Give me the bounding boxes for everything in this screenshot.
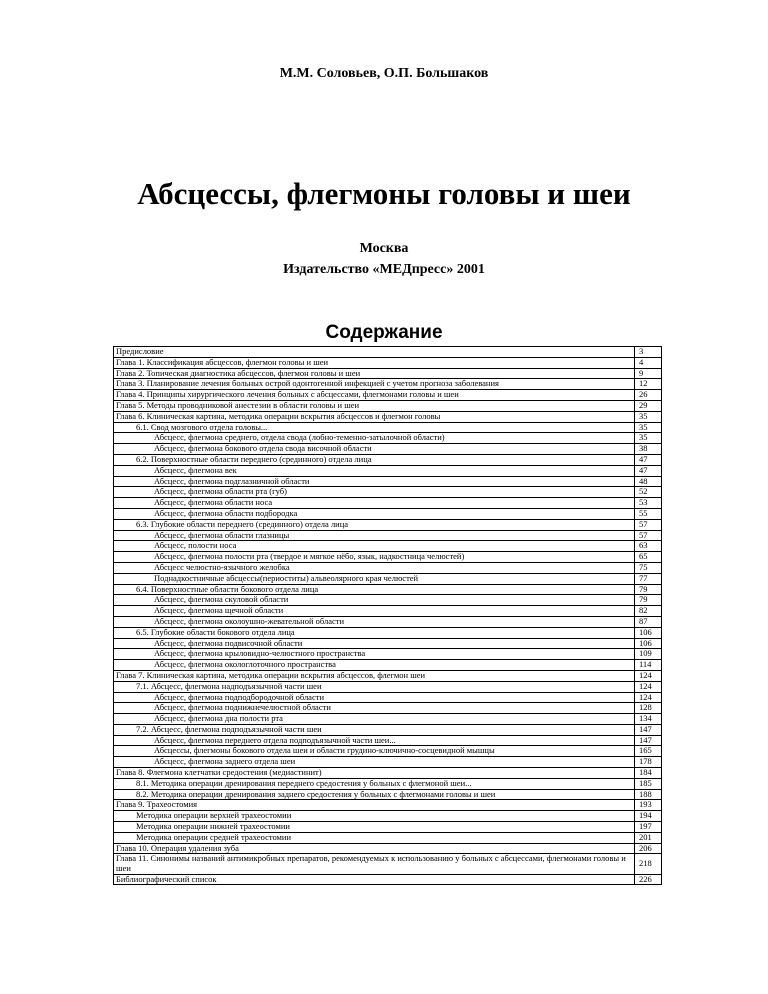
toc-row [114,595,662,606]
toc-entry-title: Глава 4. Принципы хирургического лечения больных с абсцессами, флегмонами головы и шеи [114,390,635,401]
toc-row [114,778,662,789]
toc-entry-title: Методика операции верхней трахеостомии [114,811,635,822]
toc-entry-title: 6.5. Глубокие области бокового отдела лица [114,627,635,638]
toc-row [114,508,662,519]
toc-entry-title: Абсцесс, флегмона области носа [114,498,635,509]
toc-row [114,768,662,779]
toc-entry-title: 7.2. Абсцесс, флегмона подподъязычной части шеи [114,724,635,735]
toc-entry-page: 79 [635,584,662,595]
toc-row [114,681,662,692]
toc-entry-page: 147 [635,735,662,746]
book-title: Абсцессы, флегмоны головы и шеи [137,176,631,211]
toc-entry-title: Глава 6. Клиническая картина, методика операции вскрытия абсцессов и флегмон головы [114,411,635,422]
toc-entry-title: Глава 10. Операция удаления зуба [114,843,635,854]
toc-entry-title: Абсцесс, флегмона подглазничной области [114,476,635,487]
toc-row [114,822,662,833]
toc-entry-page: 124 [635,670,662,681]
toc-row [114,746,662,757]
toc-row [114,660,662,671]
toc-row [114,347,662,358]
toc-entry-page: 12 [635,379,662,390]
toc-row [114,541,662,552]
toc-entry-page: 9 [635,368,662,379]
toc-entry-page: 124 [635,681,662,692]
toc-row [114,433,662,444]
toc-row [114,390,662,401]
toc-entry-page: 193 [635,800,662,811]
toc-row [114,411,662,422]
toc-row [114,638,662,649]
toc-row [114,454,662,465]
toc-entry-page: 35 [635,433,662,444]
toc-entry-title: Методика операции нижней трахеостомии [114,822,635,833]
toc-entry-page: 124 [635,692,662,703]
toc-entry-page: 35 [635,422,662,433]
toc-entry-title: 6.4. Поверхностные области бокового отдела лица [114,584,635,595]
toc-entry-title: Абсцесс, флегмона век [114,465,635,476]
toc-row [114,379,662,390]
toc-entry-page: 29 [635,400,662,411]
toc-entry-page: 206 [635,843,662,854]
toc-entry-page: 47 [635,454,662,465]
toc-entry-page: 165 [635,746,662,757]
toc-entry-title: Абсцесс, флегмона подвисочной области [114,638,635,649]
toc-entry-page: 194 [635,811,662,822]
toc-row [114,584,662,595]
toc-row [114,789,662,800]
toc-entry-title: Абсцесс, флегмона переднего отдела подподъязычной части шеи... [114,735,635,746]
toc-entry-title: Абсцесс, флегмона окологлоточного пространства [114,660,635,671]
toc-entry-title: Абсцесс, флегмона области глазницы [114,530,635,541]
toc-entry-page: 178 [635,757,662,768]
toc-entry-page: 65 [635,552,662,563]
toc-entry-page: 201 [635,832,662,843]
toc-row [114,357,662,368]
toc-entry-page: 188 [635,789,662,800]
toc-entry-title: Глава 2. Топическая диагностика абсцессов, флегмон головы и шеи [114,368,635,379]
toc-entry-page: 226 [635,874,662,885]
toc-entry-title: Абсцесс челюстно-язычного желобка [114,562,635,573]
toc-entry-page: 75 [635,562,662,573]
toc-row [114,616,662,627]
toc-row [114,843,662,854]
toc-row [114,692,662,703]
toc-row [114,476,662,487]
toc-entry-title: Абсцесс, флегмона крыловидно-челюстного пространства [114,649,635,660]
toc-entry-title: Глава 7. Клиническая картина, методика операции вскрытия абсцессов, флегмон шеи [114,670,635,681]
toc-entry-page: 52 [635,487,662,498]
toc-entry-title: Абсцесс, флегмона области рта (губ) [114,487,635,498]
toc-entry-title: Абсцесс, флегмона дна полости рта [114,714,635,725]
toc-entry-page: 63 [635,541,662,552]
toc-row [114,757,662,768]
toc-row [114,714,662,725]
toc-entry-title: Абсцесс, флегмона среднего, отдела свода (лобно-теменно-затылочной области) [114,433,635,444]
toc-entry-title: Глава 9. Трахеостомия [114,800,635,811]
toc-entry-title: 6.3. Глубокие области переднего (срединного) отдела лица [114,519,635,530]
toc-row [114,606,662,617]
toc-row [114,368,662,379]
toc-entry-title: Предисловие [114,347,635,358]
toc-entry-page: 3 [635,347,662,358]
toc-heading: Содержание [325,322,443,343]
toc-entry-title: 7.1. Абсцесс, флегмона надподъязычной части шеи [114,681,635,692]
toc-entry-title: Глава 11. Синонимы названий антимикробных препаратов, рекомендуемых к использованию у больных с абсцессами, флегмонами головы и шеи [114,854,635,874]
toc-entry-title: 6.1. Свод мозгового отдела головы... [114,422,635,433]
toc-entry-title: Глава 3. Планирование лечения больных острой одонтогенной инфекцией с учетом прогноза заболевания [114,379,635,390]
toc-entry-page: 82 [635,606,662,617]
toc-entry-title: Абсцессы, флегмоны бокового отдела шеи и области грудино-ключично-сосцевидной мышцы [114,746,635,757]
toc-row [114,811,662,822]
toc-row [114,874,662,885]
toc-entry-page: 114 [635,660,662,671]
publisher: Издательство «МЕДпресс» 2001 [283,262,485,277]
toc-entry-title: Методика операции средней трахеостомии [114,832,635,843]
toc-row [114,519,662,530]
toc-row [114,422,662,433]
toc-entry-page: 134 [635,714,662,725]
toc-entry-title: Абсцесс, флегмона поднижнечелюстной области [114,703,635,714]
toc-row [114,400,662,411]
toc-entry-title: 8.1. Методика операции дренирования переднего средостения у больных с флегмоной шеи... [114,778,635,789]
toc-entry-page: 218 [635,854,662,874]
toc-entry-title: Глава 1. Классификация абсцессов, флегмон головы и шеи [114,357,635,368]
toc-entry-title: Абсцесс, флегмона полости рта (твердое и мягкое нёбо, язык, надкостница челюстей) [114,552,635,563]
toc-row [114,735,662,746]
toc-entry-page: 4 [635,357,662,368]
toc-entry-page: 57 [635,530,662,541]
toc-entry-title: Абсцесс, флегмона области подбородка [114,508,635,519]
toc-row [114,670,662,681]
toc-row [114,465,662,476]
toc-entry-title: Абсцесс, флегмона щечной области [114,606,635,617]
toc-row [114,573,662,584]
toc-row [114,703,662,714]
toc-entry-page: 106 [635,627,662,638]
toc-row [114,498,662,509]
toc-entry-page: 79 [635,595,662,606]
toc-entry-title: Библиографический список [114,874,635,885]
toc-entry-page: 147 [635,724,662,735]
toc-entry-page: 53 [635,498,662,509]
toc-entry-page: 47 [635,465,662,476]
toc-row [114,552,662,563]
toc-row [114,649,662,660]
table-of-contents [113,346,662,885]
toc-entry-page: 109 [635,649,662,660]
toc-entry-page: 38 [635,444,662,455]
toc-entry-title: Абсцесс, флегмона подподбородочной области [114,692,635,703]
toc-entry-page: 26 [635,390,662,401]
toc-entry-page: 184 [635,768,662,779]
toc-row [114,530,662,541]
publication-city: Москва [359,241,409,256]
toc-row [114,854,662,874]
toc-entry-title: Поднадкостничные абсцессы(периоститы) альвеолярного края челюстей [114,573,635,584]
toc-entry-page: 87 [635,616,662,627]
toc-entry-page: 57 [635,519,662,530]
toc-entry-title: Глава 5. Методы проводниковой анестезии в области головы и шеи [114,400,635,411]
toc-entry-page: 77 [635,573,662,584]
authors: М.М. Соловьев, О.П. Большаков [279,66,489,81]
toc-entry-page: 185 [635,778,662,789]
toc-entry-page: 197 [635,822,662,833]
toc-entry-title: Абсцесс, флегмона бокового отдела свода височной области [114,444,635,455]
toc-entry-title: Абсцесс, полости носа [114,541,635,552]
toc-entry-page: 48 [635,476,662,487]
toc-entry-title: Абсцесс, флегмона заднего отдела шеи [114,757,635,768]
toc-entry-page: 128 [635,703,662,714]
toc-row [114,832,662,843]
toc-entry-title: Абсцесс, флегмона скуловой области [114,595,635,606]
toc-row [114,800,662,811]
toc-entry-page: 35 [635,411,662,422]
toc-entry-page: 55 [635,508,662,519]
toc-entry-page: 106 [635,638,662,649]
toc-row [114,487,662,498]
toc-entry-title: 8.2. Методика операции дренирования заднего средостения у больных с флегмонами головы и шеи [114,789,635,800]
toc-entry-title: 6.2. Поверхностные области переднего (срединного) отдела лица [114,454,635,465]
toc-entry-title: Абсцесс, флегмона околоушно-жевательной области [114,616,635,627]
toc-entry-title: Глава 8. Флегмона клетчатки средостения (медиастинит) [114,768,635,779]
toc-row [114,562,662,573]
toc-row [114,444,662,455]
toc-row [114,627,662,638]
toc-row [114,724,662,735]
